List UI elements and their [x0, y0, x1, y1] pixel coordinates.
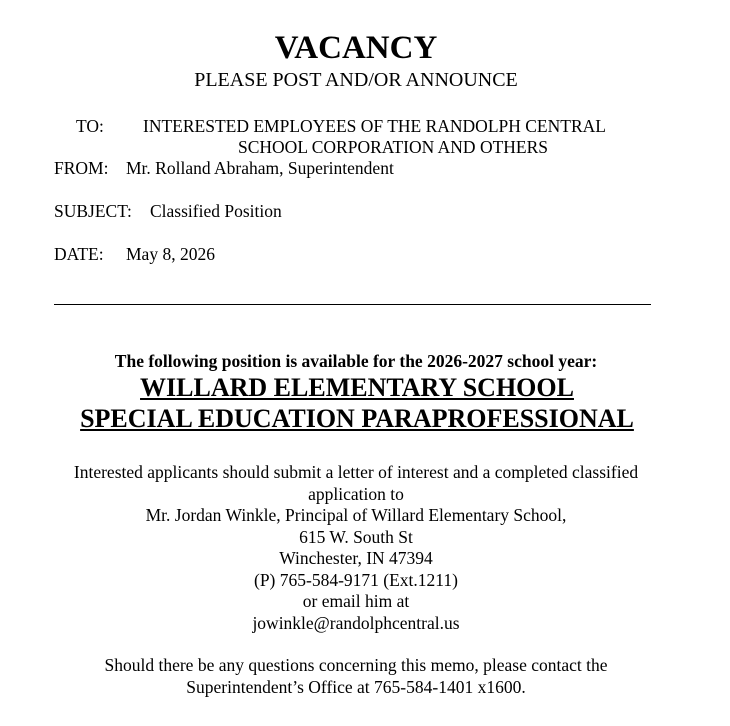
questions-footer: [0, 655, 712, 698]
page-subtitle: PLEASE POST AND/OR ANNOUNCE: [194, 69, 518, 91]
to-label: TO:: [76, 116, 104, 136]
subject-label: SUBJECT:: [54, 201, 132, 221]
contact-street: 615 W. South St: [299, 526, 413, 547]
from-value: Mr. Rolland Abraham, Superintendent: [126, 158, 394, 178]
footer-line2: Superintendent’s Office at 765-584-1401 x1600.: [186, 676, 526, 697]
school-name-heading: WILLARD ELEMENTARY SCHOOL: [140, 373, 574, 402]
to-value-line2: SCHOOL CORPORATION AND OTHERS: [238, 137, 549, 157]
subject-value: Classified Position: [150, 201, 282, 221]
position-intro: The following position is available for the 2026-2027 school year:: [114, 351, 598, 371]
instructions-line2: application to: [308, 483, 404, 504]
contact-email: jowinkle@randolphcentral.us: [252, 612, 460, 633]
contact-name: Mr. Jordan Winkle, Principal of Willard Elementary School,: [145, 505, 567, 525]
footer-line1: Should there be any questions concerning this memo, please contact the: [104, 655, 608, 675]
page-title: VACANCY: [274, 30, 438, 66]
application-instructions: [0, 462, 712, 634]
instructions-line1: Interested applicants should submit a letter of interest and a completed classified: [73, 462, 639, 482]
divider-line: [54, 304, 651, 305]
contact-phone: (P) 765-584-9171 (Ext.1211): [254, 569, 458, 590]
email-prompt: or email him at: [302, 591, 410, 611]
date-value: May 8, 2026: [126, 244, 215, 264]
to-value-line1: INTERESTED EMPLOYEES OF THE RANDOLPH CENTRAL: [143, 116, 606, 136]
from-label: FROM:: [54, 158, 109, 178]
position-title-heading: SPECIAL EDUCATION PARAPROFESSIONAL: [80, 404, 634, 433]
contact-city: Winchester, IN 47394: [279, 548, 433, 568]
date-label: DATE:: [54, 244, 104, 264]
